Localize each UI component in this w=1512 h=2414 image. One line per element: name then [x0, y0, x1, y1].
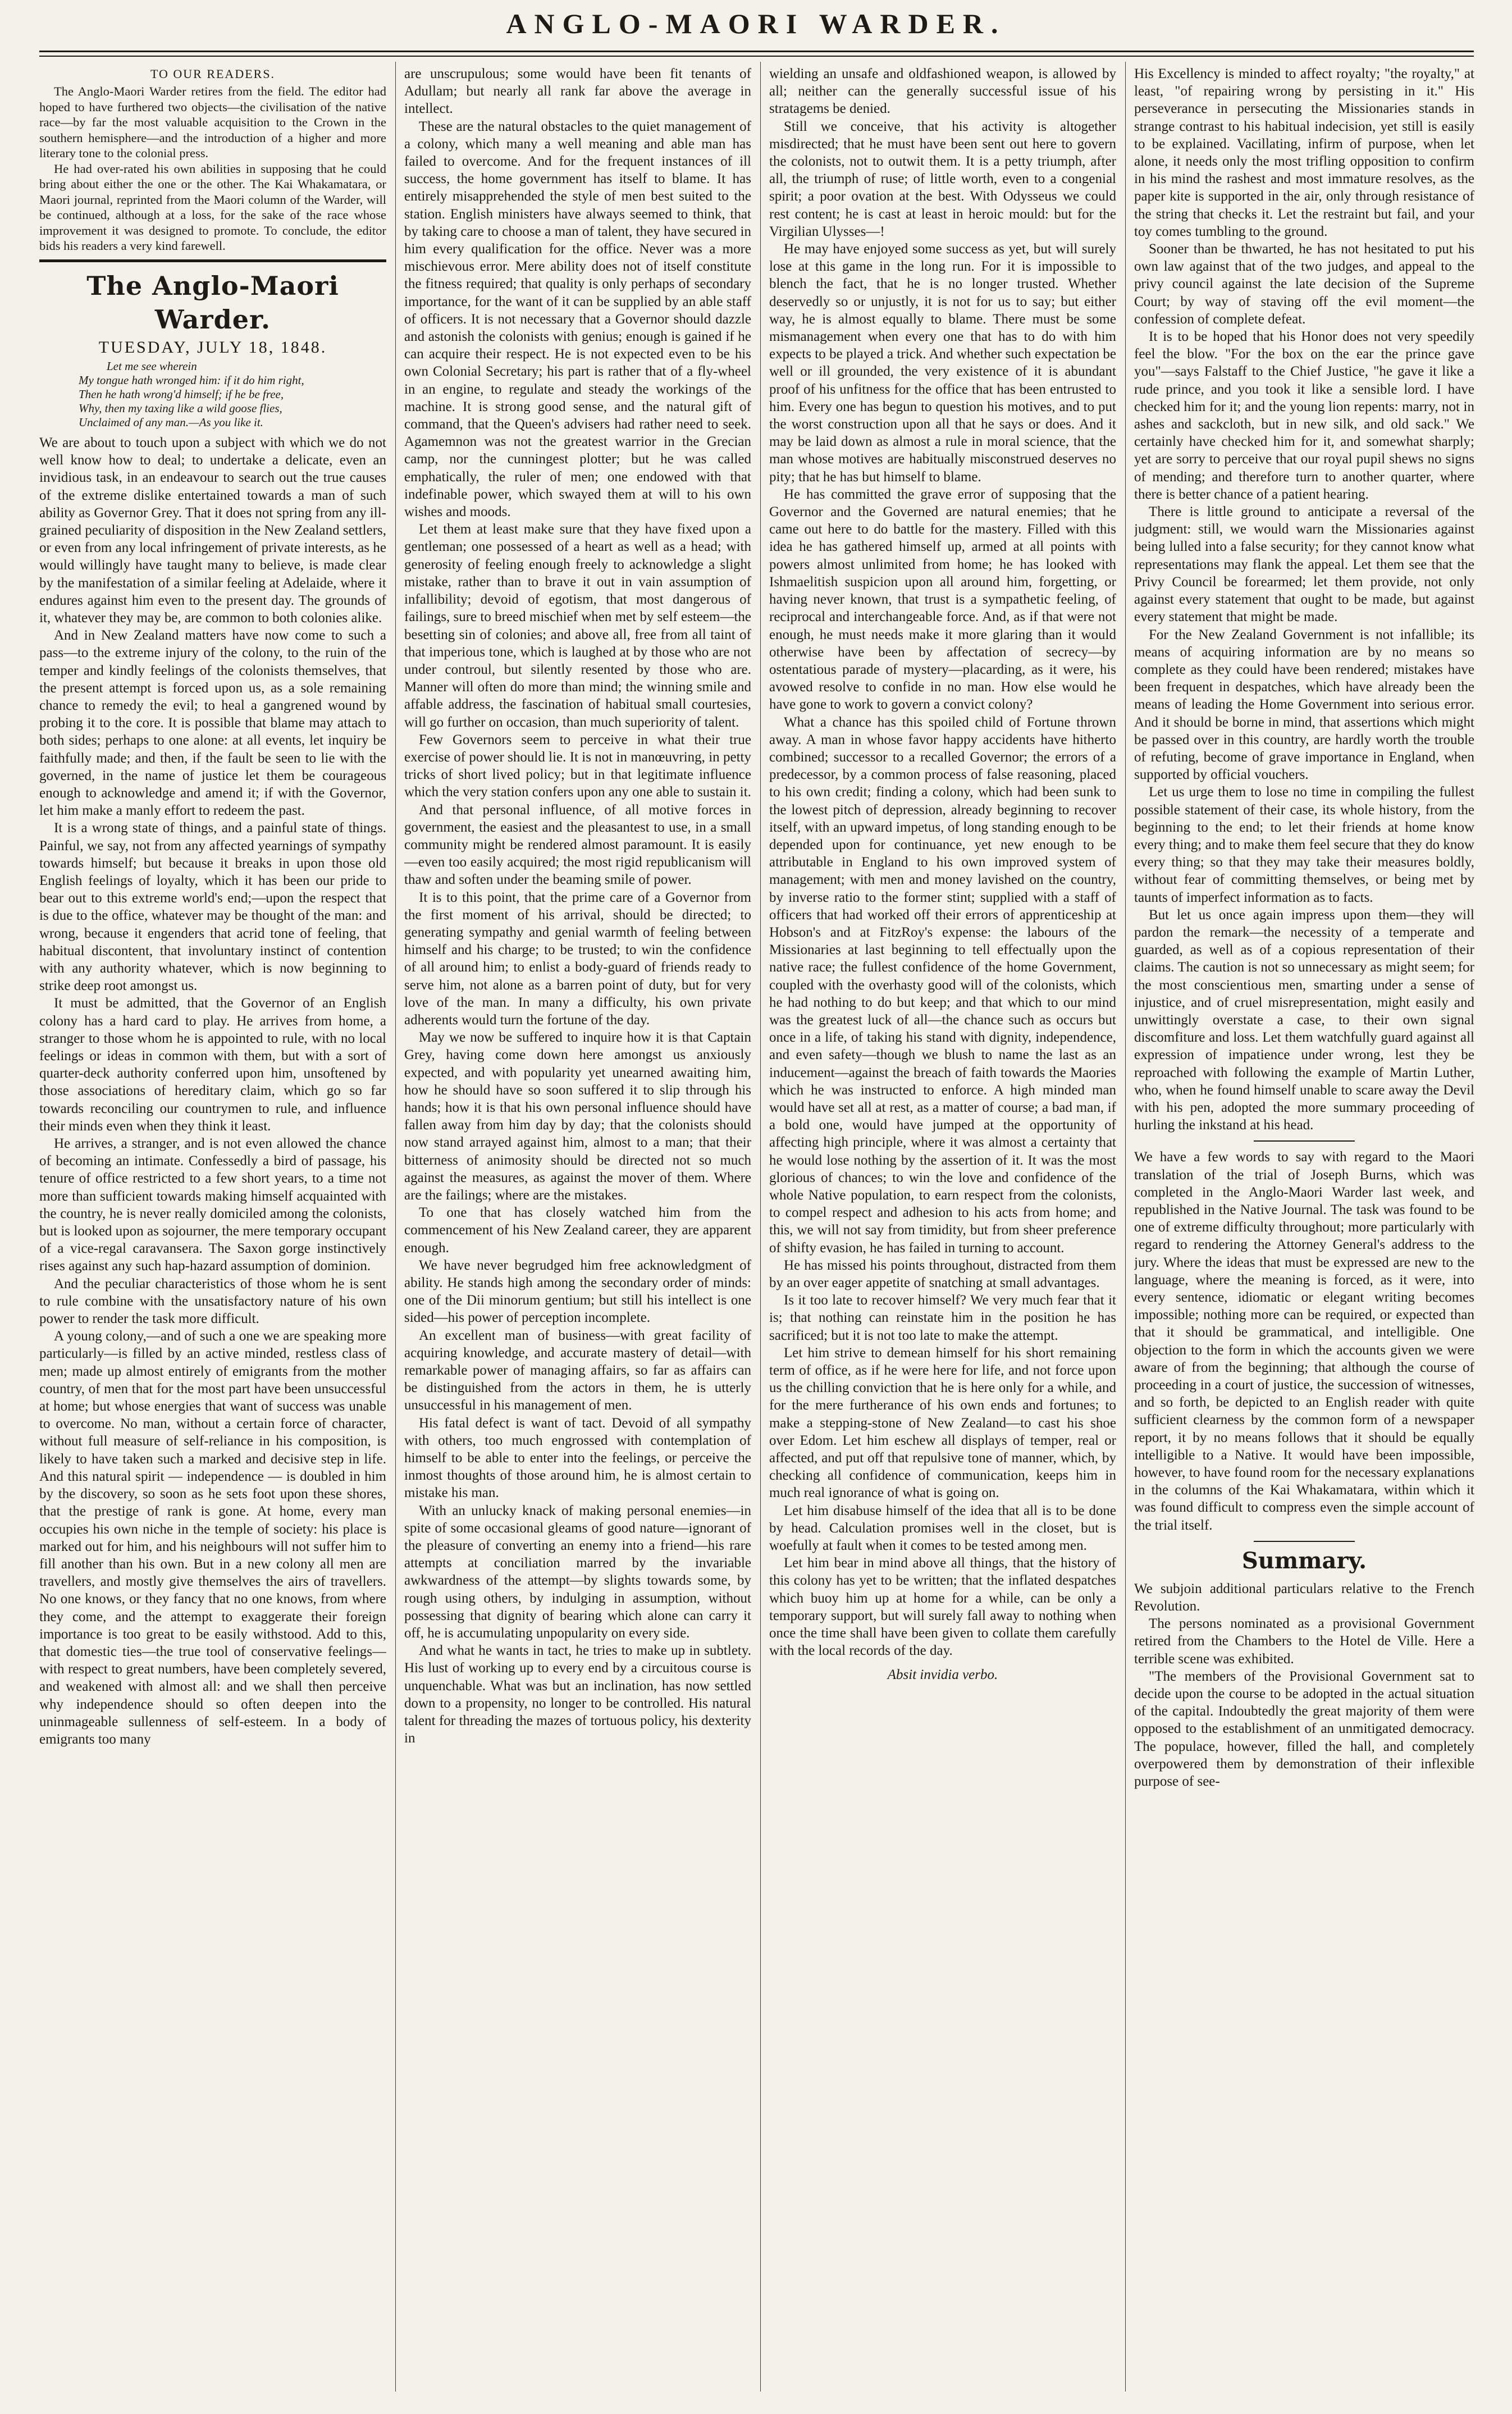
paper-title: The Anglo-Maori Warder.	[86, 270, 339, 335]
article-paragraph: It is a wrong state of things, and a painful state of things. Painful, we say, not from any affected yearnings of sympathy towards himself; but because it breaks in upon those old English feelings of loyalty, which it has been our pride to bear out to this extreme world's end;—upon the respect that is due to the office, whatever may be thought of the man: and wrong, because it engenders that acrid tone of feeling, that habitual discontent, that involuntary instinct of contention with any authority whatever, which is now beginning to strike deep root amongst us.	[39, 820, 386, 994]
notice-paragraph: The Anglo-Maori Warder retires from the field. The editor had hoped to have furthered two objects—the civilisation of the native race—by far the most valuable acquisition to the Crown in the southern hemisphere—and the introduction of a higher and more literary tone to the colonial press.	[39, 84, 386, 161]
article-paragraph: His Excellency is minded to affect royalty; "the royalty," at least, "of repairing wrong by persisting in it." His perseverance in persecuting the Missionaries stands in strange contrast to his habitual indecision, yet still is easily to be explained. Vacillating, infirm of purpose, when let alone, it needs only the most trifling opposition to confirm in his mind the rashest and most immature resolves, as the paper kite is supported in the air, only through resistance of the string that checks it. Let the restraint but fail, and your toy comes tumbling to the ground.	[1134, 66, 1474, 239]
article-paragraph: wielding an unsafe and oldfashioned weapon, is allowed by all; neither can the generally successful issue of his stratagems be denied.	[769, 66, 1116, 117]
article-paragraph: Is it too late to recover himself? We very much fear that it is; that nothing can reinstate him in the position he has sacrificed; but it is not too late to make the attempt.	[769, 1293, 1116, 1343]
article-paragraph: He arrives, a stranger, and is not even allowed the chance of becoming an intimate. Confessedly a bird of passage, his tenure of office restricted to a few short years, to a time not more than sufficient towards making himself acquainted with the country, he is never really domiciled among the colonists, but is looked upon as sojourner, the mere temporary occupant of a vice-regal caravansera. The Saxon gorge instinctively rises against any such hap-hazard assumption of dominion.	[39, 1136, 386, 1274]
column-divider	[760, 62, 761, 2392]
article-paragraph: He may have enjoyed some success as yet, but will surely lose at this game in the long run. For it is impossible to blench the fact, that he is no longer trusted. Whether deservedly so or unjustly, it is not for us to say; but either way, he is almost equally to blame. There must be some mismanagement when every one that has to do with him expects to be played a trick. And whether such expectation be well or ill grounded, the very existence of it is abundant proof of his unfitness for the office that has been entrusted to him. Every one has begun to question his motives, and to put the worst construction upon all that he says or does. And it may be laid down as almost a rule in moral science, that the man whose motives are habitually misconstrued deserves no pity; that he has but himself to blame.	[769, 241, 1116, 485]
notice-paragraph: He had over-rated his own abilities in supposing that he could bring about either the one or the other. The Kai Whakamatara, or Maori journal, reprinted from the Maori column of the Warder, will be continued, although at a loss, for the sake of the race whose improvement it was designed to promote. To conclude, the editor bids his readers a very kind farewell.	[39, 161, 386, 253]
article-paragraph: We are about to touch upon a subject with which we do not well know how to deal; to undertake a delicate, even an invidious task, in an endeavour to search out the true causes of the extreme dislike entertained towards a man of such ability as Governor Grey. That it does not spring from any ill-grained peculiarity of disposition in the New Zealand settlers, or even from any local infringement of private interests, as he would willingly have taught many to believe, is made clear by the manifestation of a similar feeling at Adelaide, where it endures against him even to the present day. The grounds of it, whatever they may be, are common to both colonies alike.	[39, 435, 386, 626]
column-4	[1134, 65, 1474, 2392]
section-rule	[1254, 1140, 1355, 1142]
article-paragraph: A young colony,—and of such a one we are speaking more particularly—is filled by an active minded, restless class of men; made up almost entirely of emigrants from the mother country, of men that for the most part have been unsuccessful at home; but whose energies that want of success was unable to overcome. No man, without a certain force of character, without full measure of self-reliance in his composition, is likely to have taken such a marked and decisive step in life. And this natural spirit — independence — is doubled in him by the discovery, so soon as he sets foot upon these shores, that the prestige of rank is gone. At home, every man occupies his own niche in the temple of society: his place is marked out for him, and his neighbours will not suffer him to fill another than his own. But in a new colony all men are travellers, and mostly give themselves the airs of travellers. No one knows, or they fancy that no one knows, from where they come, and the attempt to exaggerate their foreign importance is too great to be easily withstood. Add to this, that domestic ties—the true tool of conservative feelings—with respect to great numbers, have been completely severed, and weakened with almost all: and we shall then perceive why independence should so often deepen into the uninmageable sullenness of self-esteem. In a body of emigrants too many	[39, 1329, 386, 1747]
section-rule	[1254, 1541, 1355, 1542]
article-paragraph: These are the natural obstacles to the quiet management of a colony, which many a well meaning and able man has failed to overcome. And for the frequent instances of ill success, the home government has itself to blame. It has entirely misapprehended the style of men best suited to the station. English ministers have always seemed to think, that by taking care to choose a man of talent, they have secured in him every qualification for the office. Never was a more mischievous error. Mere ability does not of itself constitute the fitness required; that quality is only perhaps of secondary importance, for the want of it can be supplied by an able staff of officers. It is not necessary that a Governor should dazzle and astonish the colonists with genius; enough is gained if he can acquire their respect. He is not expected even to be his own Colonial Secretary; his part is rather that of a fly-wheel in an engine, to regulate and steady the workings of the machine. It is strong good sense, and the natural gift of command, that the Queen's advisers had rather need to seek. Agamemnon was not the greatest warrior in the Grecian camp, nor the cunningest plotter; but he was called emphatically, the ruler of men; one endowed with that indefinable power, which swayed them at will to his own wishes and moods.	[404, 118, 751, 520]
article-paragraph: We have a few words to say with regard to the Maori translation of the trial of Joseph Burns, which was completed in the Anglo-Maori Warder last week, and republished in the Native Journal. The task was found to be one of extreme difficulty throughout; more particularly with regard to rendering the Attorney General's address to the jury. Where the ideas that must be expressed are new to the language, where the meaning is forced, as it were, into every sentence, idiomatic or elegant writing becomes impossible; nothing more can be required, or expected than that it should be grammatical, and intelligible. One objection to the form in which the accounts given we were aware of from the beginning; that although the course of proceeding in a court of justice, the succession of witnesses, and so forth, be depicted to an English reader with quite sufficient clearness by the common form of a newspaper report, it by no means follows that it should be equally intelligible to a Native. It would have been impossible, however, to have found room for the necessary explanations in the columns of the Kai Whakamatara, within which it was found difficult to compress even the simple account of the trial itself.	[1134, 1149, 1474, 1533]
article-paragraph: But let us once again impress upon them—they will pardon the remark—the necessity of a temperate and guarded, as well as of a copious representation of their claims. The caution is not so unnecessary as might seem; for the most conscientious men, smarting under a sense of injustice, and of cruel misrepresentation, might easily and unwittingly overstate a case, to their own signal discomfiture and loss. Let them watchfully guard against all expression of impatience under wrong, lest they be reproached with following the example of Martin Luther, who, when he found himself unable to scare away the Devil with his pen, adopted the more summary proceeding of hurling the inkstand at his head.	[1134, 907, 1474, 1133]
article-paragraph: Let us urge them to lose no time in compiling the fullest possible statement of their case, its whole history, from the beginning to the end; to let their friends at home know every thing; and to make them feel secure that they do know every thing; so that they may take their measures boldly, without fear of committing themselves, or being met by taunts of imperfect information as to facts.	[1134, 784, 1474, 905]
summary-paragraph: "The members of the Provisional Government sat to decide upon the course to be adopted in the actual situation of the capital. Indoubtedly the great majority of them were opposed to the establishment of an unmitigated democracy. The populace, however, filled the hall, and completely overpowered them by demonstration of their inflexible purpose of see-	[1134, 1668, 1474, 1790]
article-paragraph: And the peculiar characteristics of those whom he is sent to rule combine with the unsatisfactory nature of his own power to render the task more difficult.	[39, 1276, 386, 1327]
epigraph	[79, 359, 386, 430]
article-paragraph: It is to this point, that the prime care of a Governor from the first moment of his arrival, should be directed; to generating sympathy and genial warmth of feeling between himself and his charge; to be trusted; to win the confidence of all around him; to enlist a body-guard of friends ready to serve him, not alone as a barren point of duty, but for very love of the man. In many a difficulty, his own private adherents would turn the fortune of the day.	[404, 889, 751, 1028]
column-3	[769, 65, 1116, 2392]
column-1	[39, 65, 386, 2392]
notice-heading: TO OUR READERS.	[150, 67, 276, 81]
column-divider	[1125, 62, 1126, 2392]
article-paragraph: Let him disabuse himself of the idea that all is to be done by head. Calculation promises well in the closet, but is woefully at fault when it comes to be tested among men.	[769, 1503, 1116, 1554]
epigraph-line: Then he hath wrong'd himself; if he be free,	[79, 387, 284, 401]
article-paragraph: For the New Zealand Government is not infallible; its means of acquiring information are by no means so complete as they could have been rendered; mistakes have been frequent in despatches, which have already been the means of leading the Home Government into serious error. And it should be borne in mind, that assertions which might be passed over in this country, are hardly worth the trouble of refuting, become of grave importance in England, when supported by official vouchers.	[1134, 627, 1474, 783]
article-paragraph: Still we conceive, that his activity is altogether misdirected; that he must have been sent out here to govern the colonists, not to outwit them. It is a petty triumph, after all, the triumph of ruse; of little worth, even to a congenial spirit; a poor ovation at the best. With Odysseus we could rest content; he is cast at least in heroic mould: but for the Virgilian Ulysses—!	[769, 118, 1116, 239]
article-paragraph: There is little ground to anticipate a reversal of the judgment: still, we would warn the Missionaries against being lulled into a false security; for they cannot know what representations may flank the appeal. Let them see that the Privy Council be forearmed; let them provide, not only against every statement that ought to be made, but against every statement that might be made.	[1134, 504, 1474, 625]
article-paragraph: It is to be hoped that his Honor does not very speedily feel the blow. "For the box on the ear the prince gave you"—says Falstaff to the Chief Justice, "he gave it like a rude prince, and you took it like a sensible lord. I have checked him for it; and the young lion repents: marry, not in ashes and sackcloth, but in new silk, and old sack." We certainly have checked him for it, and somewhat sharply; yet are sorry to perceive that our royal pupil shews no signs of mending; and therefore turn to another quarter, where there is better chance of a patient hearing.	[1134, 329, 1474, 502]
epigraph-line: Let me see wherein	[107, 359, 197, 373]
article-paragraph: We have never begrudged him free acknowledgment of ability. He stands high among the secondary order of minds: one of the Dii minorum gentium; but still his intellect is one sided—his power of perception incomplete.	[404, 1257, 751, 1326]
masthead-title: ANGLO-MAORI WARDER.	[506, 8, 1006, 39]
article-paragraph: He has committed the grave error of supposing that the Governor and the Governed are natural enemies; that he came out here to do battle for the mastery. Filled with this idea he has gathered himself up, armed at all points with powers almost unlimited from home; he has looked with Ishmaelitish suspicion upon all around him, forgetting, or having never known, that trust is a sympathetic feeling, of reciprocal and interchangeable force. And, as if that were not enough, he must needs make it more glaring than it would otherwise have been by affectation of secrecy—by ostentatious parade of mystery—placarding, as it were, his avowed resolve to confide in no man. How else would he have gone to work to govern a convict colony?	[769, 486, 1116, 713]
masthead-rule	[39, 51, 1474, 57]
epigraph-line: Why, then my taxing like a wild goose flies,	[79, 401, 282, 415]
masthead	[0, 0, 1512, 47]
article-paragraph: Let them at least make sure that they have fixed upon a gentleman; one possessed of a heart as well as a head; with generosity of feeling enough freely to acknowledge a slight mistake, rather than to brave it out in vain assumption of infallibility; devoid of egotism, that most dangerous of failings, sure to breed mischief when met by self esteem—the besetting sin of colonies; and above all, free from all taint of that imperious tone, which is laughed at by those who are not under controul, but silently resented by those who are. Manner will often do more than mind; the winning smile and affable address, the fascination of habitual small courtesies, will go further on occasion, than much superiority of talent.	[404, 522, 751, 730]
article-paragraph: Let him strive to demean himself for his short remaining term of office, as if he were here for life, and not force upon us the chilling conviction that he is here only for a while, and for the mere furtherance of his own ends and fortunes; to make a stepping-stone of New Zealand—to cast his shoe over Edom. Let him eschew all displays of temper, real or affected, and put off that repulsive tone of manner, which, by checking all confidence of communication, keeps him in much real ignorance of what is going on.	[769, 1345, 1116, 1501]
article-signoff: Absit invidia verbo.	[887, 1667, 998, 1683]
article-paragraph: Sooner than be thwarted, he has not hesitated to put his own law against that of the two judges, and appeal to the privy council against the late decision of the Supreme Court; by way of staving off the evil moment—the confession of complete defeat.	[1134, 241, 1474, 327]
summary-paragraph: The persons nominated as a provisional Government retired from the Chambers to the Hotel de Ville. Here a terrible scene was exhibited.	[1134, 1616, 1474, 1667]
summary-paragraph: We subjoin additional particulars relative to the French Revolution.	[1134, 1581, 1474, 1614]
epigraph-line: My tongue hath wronged him: if it do him right,	[79, 373, 304, 387]
article-paragraph: Few Governors seem to perceive in what their true exercise of power should lie. It is not in manœuvring, in petty tricks of short lived policy; but in that legitimate influence which the very station confers upon any one able to sustain it.	[404, 732, 751, 800]
epigraph-line: Unclaimed of any man.—As you like it.	[79, 415, 263, 429]
article-paragraph: It must be admitted, that the Governor of an English colony has a hard card to play. He arrives from home, a stranger to those whom he is appointed to rule, with no local feelings or ideas in common with them, but with a sort of quarter-deck authority conferred upon him, unsoftened by those associations of hereditary claim, which go so far towards reconciling our countrymen to rule, and influence their minds even when they think it least.	[39, 996, 386, 1134]
summary-heading: Summary.	[1241, 1547, 1367, 1574]
article-paragraph: And in New Zealand matters have now come to such a pass—to the extreme injury of the colony, to the ruin of the temper and kindly feelings of the colonists themselves, that the present attempt is forced upon us, as a sole remaining chance to remedy the evil; to heal a gangrened wound by probing it to the core. It is possible that blame may attach to both sides; perhaps to one alone: at all events, let inquiry be faithfully made; and then, if the fault be seen to lie with the governed, in the name of justice let them be courageous enough to acknowledge and amend it; if with the Governor, let him make a manly effort to redeem the past.	[39, 628, 386, 819]
article-paragraph: With an unlucky knack of making personal enemies—in spite of some occasional gleams of good nature—ignorant of the pleasure of converting an enemy into a friend—his rare attempts at conciliation marred by the invariable awkwardness of the attempt—by slights towards some, by rough using others, by indulging in assumption, without possessing that dignity of bearing which alone can carry it off, he is accumulating unpopularity on every side.	[404, 1503, 751, 1641]
article-paragraph: are unscrupulous; some would have been fit tenants of Adullam; but nearly all rank far above the average in intellect.	[404, 66, 751, 117]
section-rule	[39, 259, 386, 262]
article-paragraph: May we now be suffered to inquire how it is that Captain Grey, having come down here amongst us anxiously expected, and with popularity yet unearned awaiting him, how he should have so soon suffered it to slip through his hands; how it is that his own personal influence should have fallen away from him day by day; that the colonists should now stand arrayed against him, almost to a man; that their bitterness of animosity should be directed not so much against the measures, as against the mover of them. Where are the failings; where are the mistakes.	[404, 1030, 751, 1203]
article-paragraph: His fatal defect is want of tact. Devoid of all sympathy with others, too much engrossed with contemplation of himself to be able to enter into the feelings, or perceive the inmost thoughts of those around him, he is almost certain to mistake his man.	[404, 1415, 751, 1501]
article-paragraph: He has missed his points throughout, distracted from them by an over eager appetite of snatching at small advantages.	[769, 1257, 1116, 1291]
article-paragraph: And what he wants in tact, he tries to make up in subtlety. His lust of working up to every end by a circuitous course is unquenchable. What was but an inclination, has now settled down to a propensity, no longer to be controlled. His natural talent for threading the mazes of tortuous policy, his dexterity in	[404, 1643, 751, 1746]
dateline: TUESDAY, JULY 18, 1848.	[98, 337, 327, 357]
article-paragraph: What a chance has this spoiled child of Fortune thrown away. A man in whose favor happy accidents have hitherto combined; successor to a recalled Governor; the errors of a predecessor, by a common process of false reasoning, placed to his own credit; finding a colony, which had been sunk to the lowest pitch of depression, already beginning to recover itself, with an upward impetus, of long standing enough to be depended upon for continuance, yet new enough to be attributable in England to his own improved system of management; with men and money lavished on the country, by inverse ratio to the former stint; supplied with a staff of officers that had worked off their errors of apprenticeship at Hobson's and at FitzRoy's expense: the labours of the Missionaries at last beginning to tell effectually upon the native race; the fullest confidence of the home Government, coupled with the overhasty good will of the colonists, which he had nothing to do but keep; and that which to our mind was the greatest luck of all—the chance such as occurs but once in a life, of taking his stand with dignity, independence, and even safety—though we blush to name the last as an inducement—against the breach of faith towards the Maories which he was instructed to enforce. A high minded man would have set all at rest, as a matter of course; a bad man, if a bold one, would have jumped at the opportunity of affecting high principle, where it was almost a certainty that he would lose nothing by the assertion of it. It was the most glorious of chances; to win the love and confidence of the whole Native population, to earn respect from the colonists, to compel respect and adhesion to his acts from home; and this, we will not say from timidity, but from sheer preference of shifty evasion, he has failed in turning to account.	[769, 714, 1116, 1256]
article-paragraph: An excellent man of business—with great facility of acquiring knowledge, and accurate mastery of detail—with remarkable power of managing affairs, so far as affairs can be distinguished from the actors in them, he is utterly unsuccessful in his management of men.	[404, 1327, 751, 1413]
article-paragraph: Let him bear in mind above all things, that the history of this colony has yet to be written; that the inflated despatches which buoy him up at home for a while, can be only a temporary support, but will surely fall away to nothing when once the time shall have been given to collate them carefully with the local records of the day.	[769, 1555, 1116, 1659]
column-divider	[395, 62, 396, 2392]
notice-to-readers	[39, 65, 386, 254]
column-2	[404, 65, 751, 2392]
article-paragraph: And that personal influence, of all motive forces in government, the easiest and the pleasantest to use, in a small community might be rendered almost paramount. It is easily—even too easily acquired; the most rigid republicanism will thaw and soften under the beaming smile of power.	[404, 802, 751, 888]
article-paragraph: To one that has closely watched him from the commencement of his New Zealand career, they are apparent enough.	[404, 1205, 751, 1256]
